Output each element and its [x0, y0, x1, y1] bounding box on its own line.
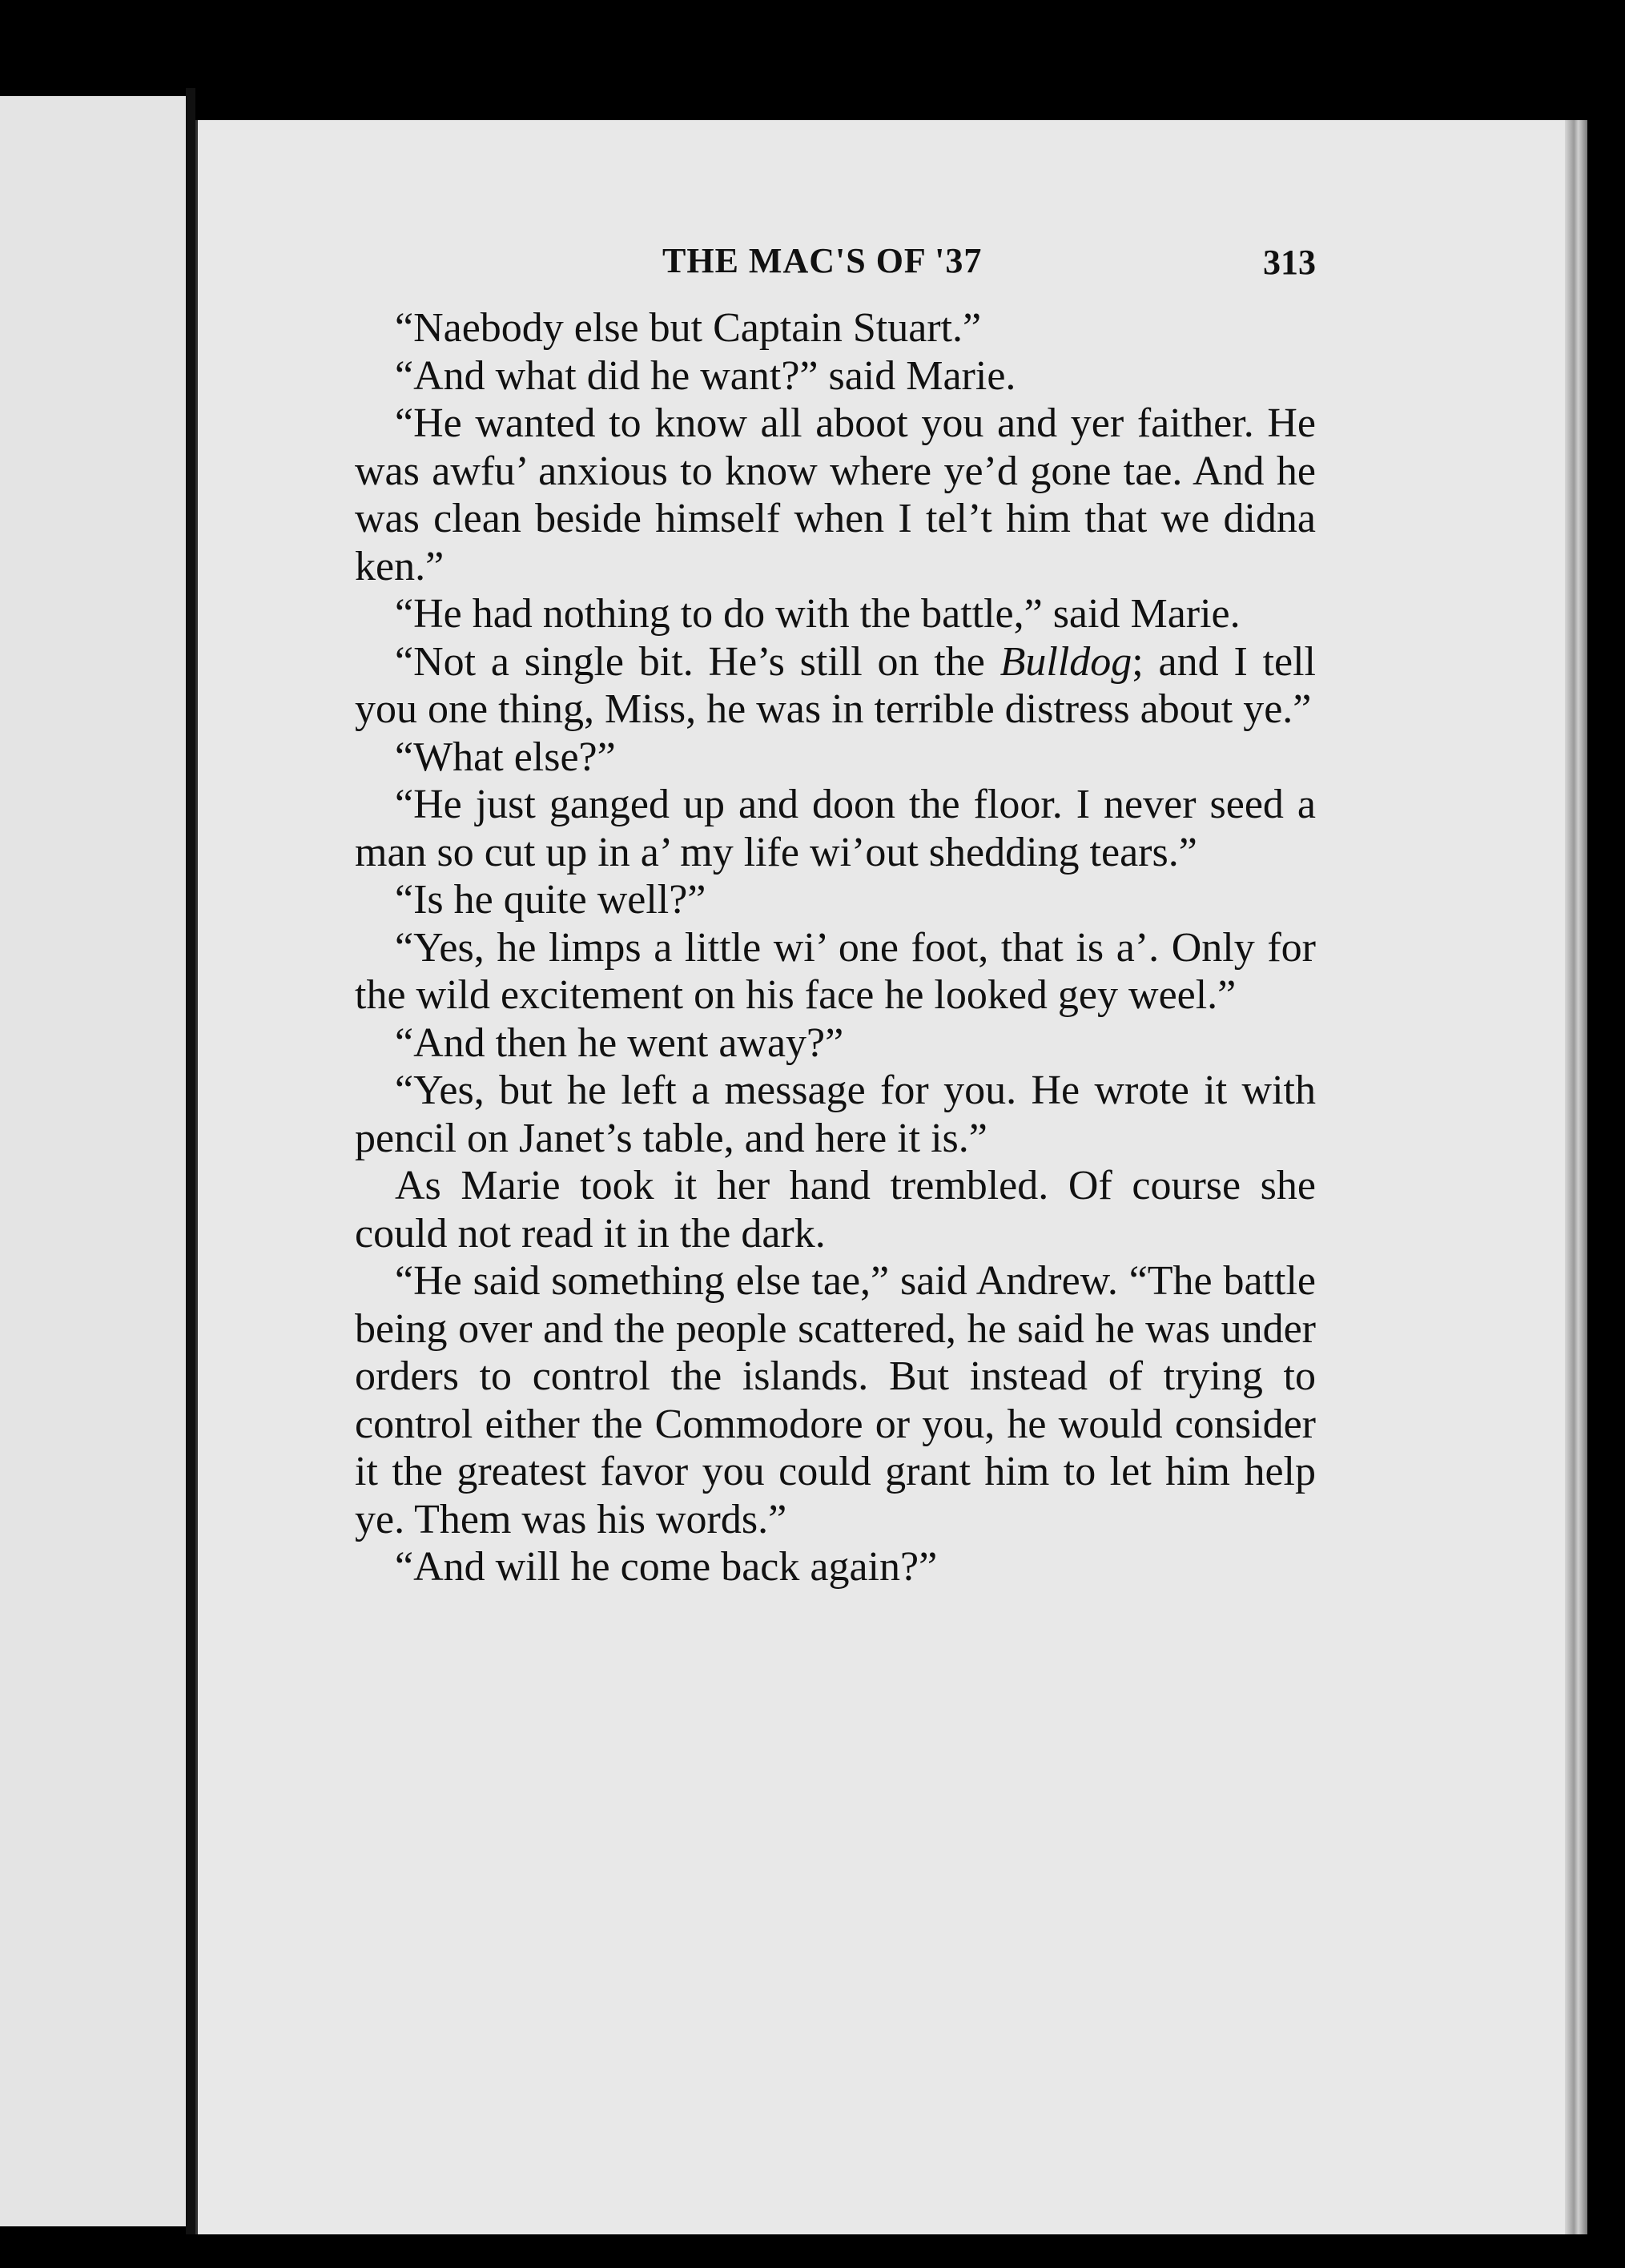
text-run: ; and I tell you one thing, Miss, he was in terrible distress about ye.”	[355, 638, 1316, 732]
ship-name: Bulldog	[1000, 638, 1132, 685]
paragraph: “He had nothing to do with the battle,” said Marie.	[395, 591, 1241, 637]
paragraph	[355, 638, 1316, 734]
page-edge	[1565, 120, 1587, 2234]
paragraph: “Yes, he limps a little wi’ one foot, that is a’. Only for the wild excitement on his face he looked gey weel.”	[355, 924, 1316, 1018]
paragraph: “And will he come back again?”	[395, 1544, 938, 1590]
paragraph: “And then he went away?”	[395, 1019, 844, 1066]
text-run: “Not a single bit. He’s still on the	[395, 638, 1000, 685]
paragraph: “He just ganged up and doon the floor. I never seed a man so cut up in a’ my life wi’out shedding tears.”	[355, 782, 1316, 875]
page-number: 313	[1263, 243, 1316, 282]
paragraph: “And what did he want?” said Marie.	[395, 352, 1016, 399]
paragraph: “Yes, but he left a message for you. He wrote it with pencil on Janet’s table, and here it is.”	[355, 1068, 1316, 1161]
body-text	[355, 304, 1316, 1591]
paragraph: “Is he quite well?”	[395, 877, 706, 923]
paragraph: “He said something else tae,” said Andrew. “The battle being over and the people scattered, he said he was under orders to control the islands. But instead of trying to control either the Commodore or you, he would consider it the greatest favor you could grant him to let him help ye. Them was his words.”	[355, 1258, 1316, 1542]
paragraph: “He wanted to know all aboot you and yer faither. He was awfu’ anxious to know where ye’d gone tae. And he was clean beside himself when I tel’t him that we didna ken.”	[355, 400, 1316, 589]
book-page	[195, 120, 1587, 2234]
paragraph: As Marie took it her hand trembled. Of course she could not read it in the dark.	[355, 1163, 1316, 1257]
running-head: THE MAC'S OF '37	[662, 241, 983, 280]
book-gutter	[186, 88, 195, 2234]
facing-page	[0, 96, 188, 2226]
paragraph: “Naebody else but Captain Stuart.”	[395, 305, 982, 351]
paragraph: “What else?”	[395, 734, 616, 780]
